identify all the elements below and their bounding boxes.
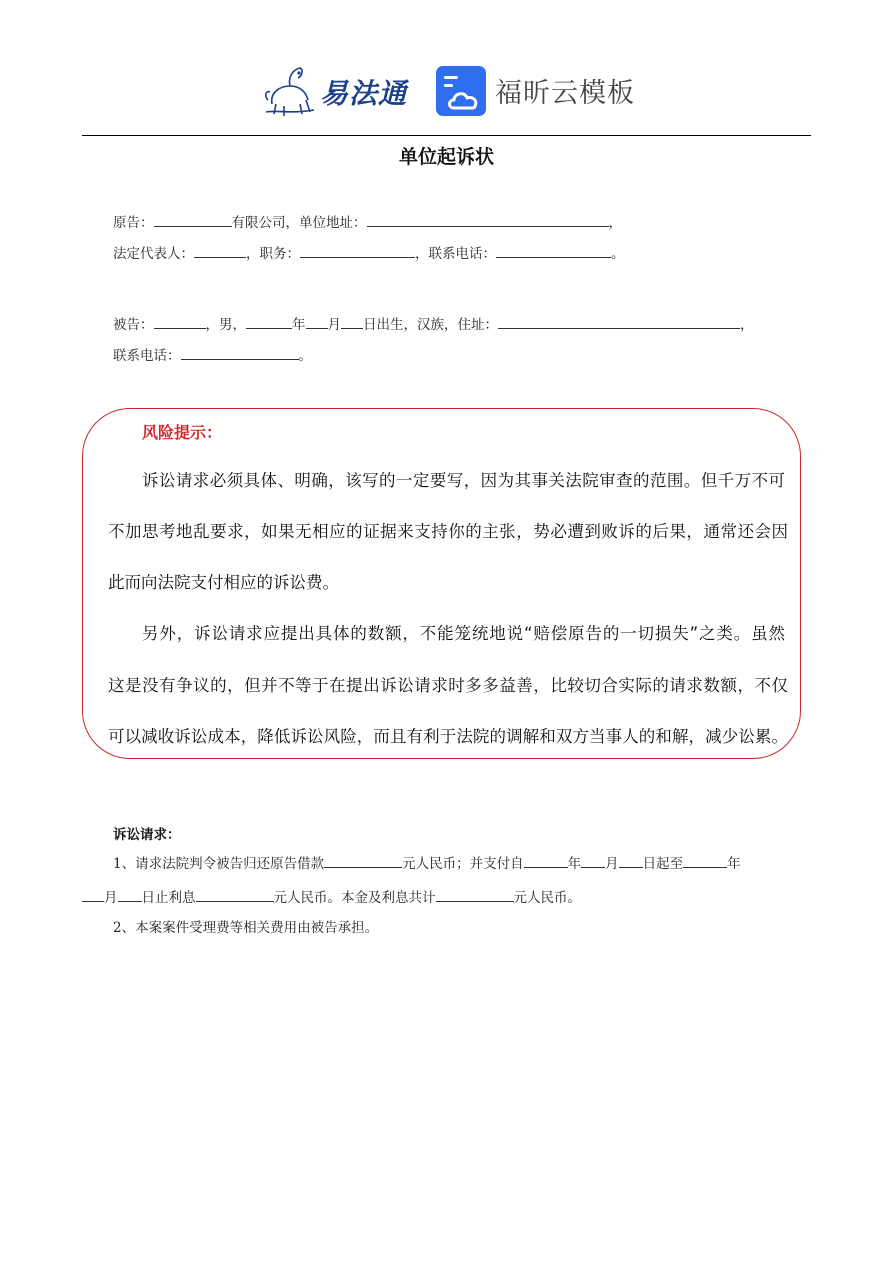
blank-from-day — [619, 854, 643, 868]
blank-residence — [498, 315, 740, 329]
blank-to-month — [82, 888, 104, 902]
blank-defendant-phone — [181, 346, 299, 360]
blank-year — [246, 315, 292, 329]
defendant-line-2: 联系电话： 。 — [113, 348, 312, 364]
blank-total — [436, 888, 514, 902]
risk-line-6: 可以减收诉讼成本，降低诉讼风险，而且有利于法院的调解和双方当事人的和解，减少讼累。 — [108, 727, 788, 746]
blank-address — [367, 213, 609, 227]
blank-to-day — [118, 888, 142, 902]
blank-defendant — [154, 315, 206, 329]
defendant-line-1: 被告： ，男， 年 月 日出生，汉族，住址： ， — [113, 317, 754, 333]
blank-company — [154, 213, 232, 227]
claim-item-1-line-2: 月 日止利息 元人民币。本金及利息共计 元人民币。 — [82, 888, 581, 907]
logo-right-text: 福昕云模板 — [495, 78, 635, 109]
risk-line-1: 诉讼请求必须具体、明确，该写的一定要写，因为其事关法院审查的范围。但千万不可 — [142, 471, 785, 490]
yifatong-logo — [262, 64, 412, 118]
logo-left-text: 易法通 — [320, 77, 408, 110]
header-divider — [82, 135, 811, 136]
blank-interest — [196, 888, 274, 902]
risk-line-2: 不加思考地乱要求，如果无相应的证据来支持你的主张，势必遭到败诉的后果，通常还会因 — [108, 522, 788, 541]
blank-month — [306, 315, 328, 329]
blank-from-month — [581, 854, 605, 868]
fuxin-cloud-icon — [436, 66, 486, 116]
blank-position — [300, 244, 415, 258]
plaintiff-line-2: 法定代表人： ，职务： ，联系电话： 。 — [113, 246, 625, 262]
blank-phone — [496, 244, 611, 258]
blank-rep — [194, 244, 246, 258]
risk-line-3: 此而向法院支付相应的诉讼费。 — [108, 573, 339, 592]
blank-day — [341, 315, 363, 329]
claims-title: 诉讼请求： — [113, 827, 181, 843]
risk-tip-title: 风险提示： — [142, 423, 223, 442]
claim-item-1-line-1: 1、请求法院判令被告归还原告借款 元人民币；并支付自 年 月 日起至 年 — [113, 856, 741, 872]
blank-loan — [324, 854, 402, 868]
blank-to-year — [683, 854, 727, 868]
risk-line-5: 这是没有争议的，但并不等于在提出诉讼请求时多多益善，比较切合实际的请求数额，不仅 — [108, 676, 788, 695]
risk-line-4: 另外，诉讼请求应提出具体的数额，不能笼统地说“赔偿原告的一切损失”之类。虽然 — [142, 624, 785, 643]
qilin-icon — [262, 64, 320, 118]
blank-from-year — [524, 854, 568, 868]
claim-item-2: 2、本案案件受理费等相关费用由被告承担。 — [113, 920, 379, 936]
plaintiff-line-1: 原告： 有限公司，单位地址： ， — [113, 215, 622, 231]
document-title: 单位起诉状 — [398, 146, 494, 168]
